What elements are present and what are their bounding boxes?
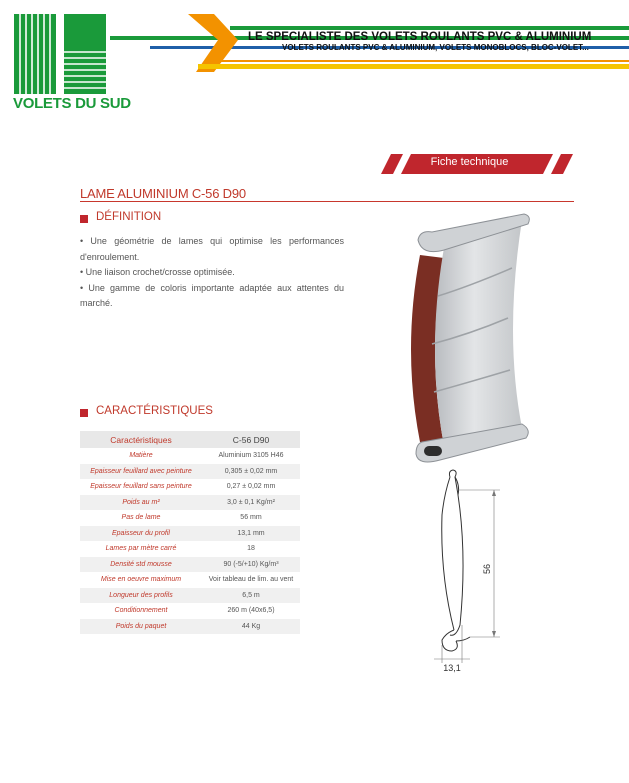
table-row bbox=[80, 479, 300, 495]
spec-value: 260 m (40x6,5) bbox=[202, 603, 300, 619]
spec-key: Poids du paquet bbox=[80, 619, 202, 635]
spec-key: Lames par mètre carré bbox=[80, 541, 202, 557]
table-row bbox=[80, 510, 300, 526]
spec-value: Voir tableau de lim. au vent bbox=[202, 572, 300, 588]
spec-key: Mise en oeuvre maximum bbox=[80, 572, 202, 588]
product-title: LAME ALUMINIUM C-56 D90 bbox=[80, 186, 246, 201]
table-header-value: C-56 D90 bbox=[202, 431, 300, 448]
spec-value: 6,5 m bbox=[202, 588, 300, 604]
spec-key: Poids au m² bbox=[80, 495, 202, 511]
definition-bullet: • Une géométrie de lames qui optimise les performances d'enroulement. bbox=[80, 236, 344, 262]
height-dimension-label: 56 bbox=[482, 563, 492, 575]
header-subslogan: VOLETS ROULANTS PVC & ALUMINIUM, VOLETS MONOBLOCS, BLOC-VOLET... bbox=[282, 43, 589, 52]
definition-heading: DÉFINITION bbox=[96, 211, 162, 223]
table-row bbox=[80, 495, 300, 511]
spec-value: Aluminium 3105 H46 bbox=[202, 448, 300, 464]
definition-bullet: • Une gamme de coloris importante adaptée aux attentes du marché. bbox=[80, 282, 344, 308]
spec-value: 0,305 ± 0,02 mm bbox=[202, 464, 300, 480]
spec-value: 18 bbox=[202, 541, 300, 557]
volets-du-sud-logo bbox=[14, 14, 106, 106]
definition-bullet-square bbox=[80, 215, 88, 223]
table-row bbox=[80, 557, 300, 573]
shutter-slat-illustration bbox=[400, 210, 580, 468]
spec-key: Densité std mousse bbox=[80, 557, 202, 573]
spec-key: Matière bbox=[80, 448, 202, 464]
characteristics-bullet-square bbox=[80, 409, 88, 417]
title-divider bbox=[80, 201, 574, 202]
table-row bbox=[80, 464, 300, 480]
spec-key: Epaisseur feuillard avec peinture bbox=[80, 464, 202, 480]
logo-wordmark: VOLETS DU SUD bbox=[13, 95, 131, 112]
spec-key: Epaisseur du profil bbox=[80, 526, 202, 542]
table-header-row bbox=[80, 431, 300, 448]
table-header-key: Caractéristiques bbox=[80, 431, 202, 448]
table-row bbox=[80, 526, 300, 542]
spec-value: 13,1 mm bbox=[202, 526, 300, 542]
spec-key: Epaisseur feuillard sans peinture bbox=[80, 479, 202, 495]
header-slogan: LE SPECIALISTE DES VOLETS ROULANTS PVC & ALUMINIUM bbox=[248, 31, 592, 43]
table-row bbox=[80, 572, 300, 588]
table-row bbox=[80, 619, 300, 635]
spec-value: 56 mm bbox=[202, 510, 300, 526]
table-row bbox=[80, 588, 300, 604]
profile-cross-section-drawing bbox=[420, 465, 530, 675]
spec-value: 3,0 ± 0,1 Kg/m² bbox=[202, 495, 300, 511]
table-row bbox=[80, 541, 300, 557]
spec-value: 44 Kg bbox=[202, 619, 300, 635]
definition-body bbox=[80, 234, 344, 312]
spec-value: 90 (-5/+10) Kg/m³ bbox=[202, 557, 300, 573]
spec-key: Conditionnement bbox=[80, 603, 202, 619]
characteristics-table bbox=[80, 431, 300, 634]
table-row bbox=[80, 603, 300, 619]
spec-value: 0,27 ± 0,02 mm bbox=[202, 479, 300, 495]
characteristics-heading: CARACTÉRISTIQUES bbox=[96, 405, 213, 417]
spec-key: Pas de lame bbox=[80, 510, 202, 526]
width-dimension-label: 13,1 bbox=[443, 663, 461, 673]
table-row bbox=[80, 448, 300, 464]
fiche-technique-label: Fiche technique bbox=[430, 156, 509, 168]
definition-bullet: • Une liaison crochet/crosse optimisée. bbox=[80, 267, 235, 277]
spec-key: Longueur des profils bbox=[80, 588, 202, 604]
